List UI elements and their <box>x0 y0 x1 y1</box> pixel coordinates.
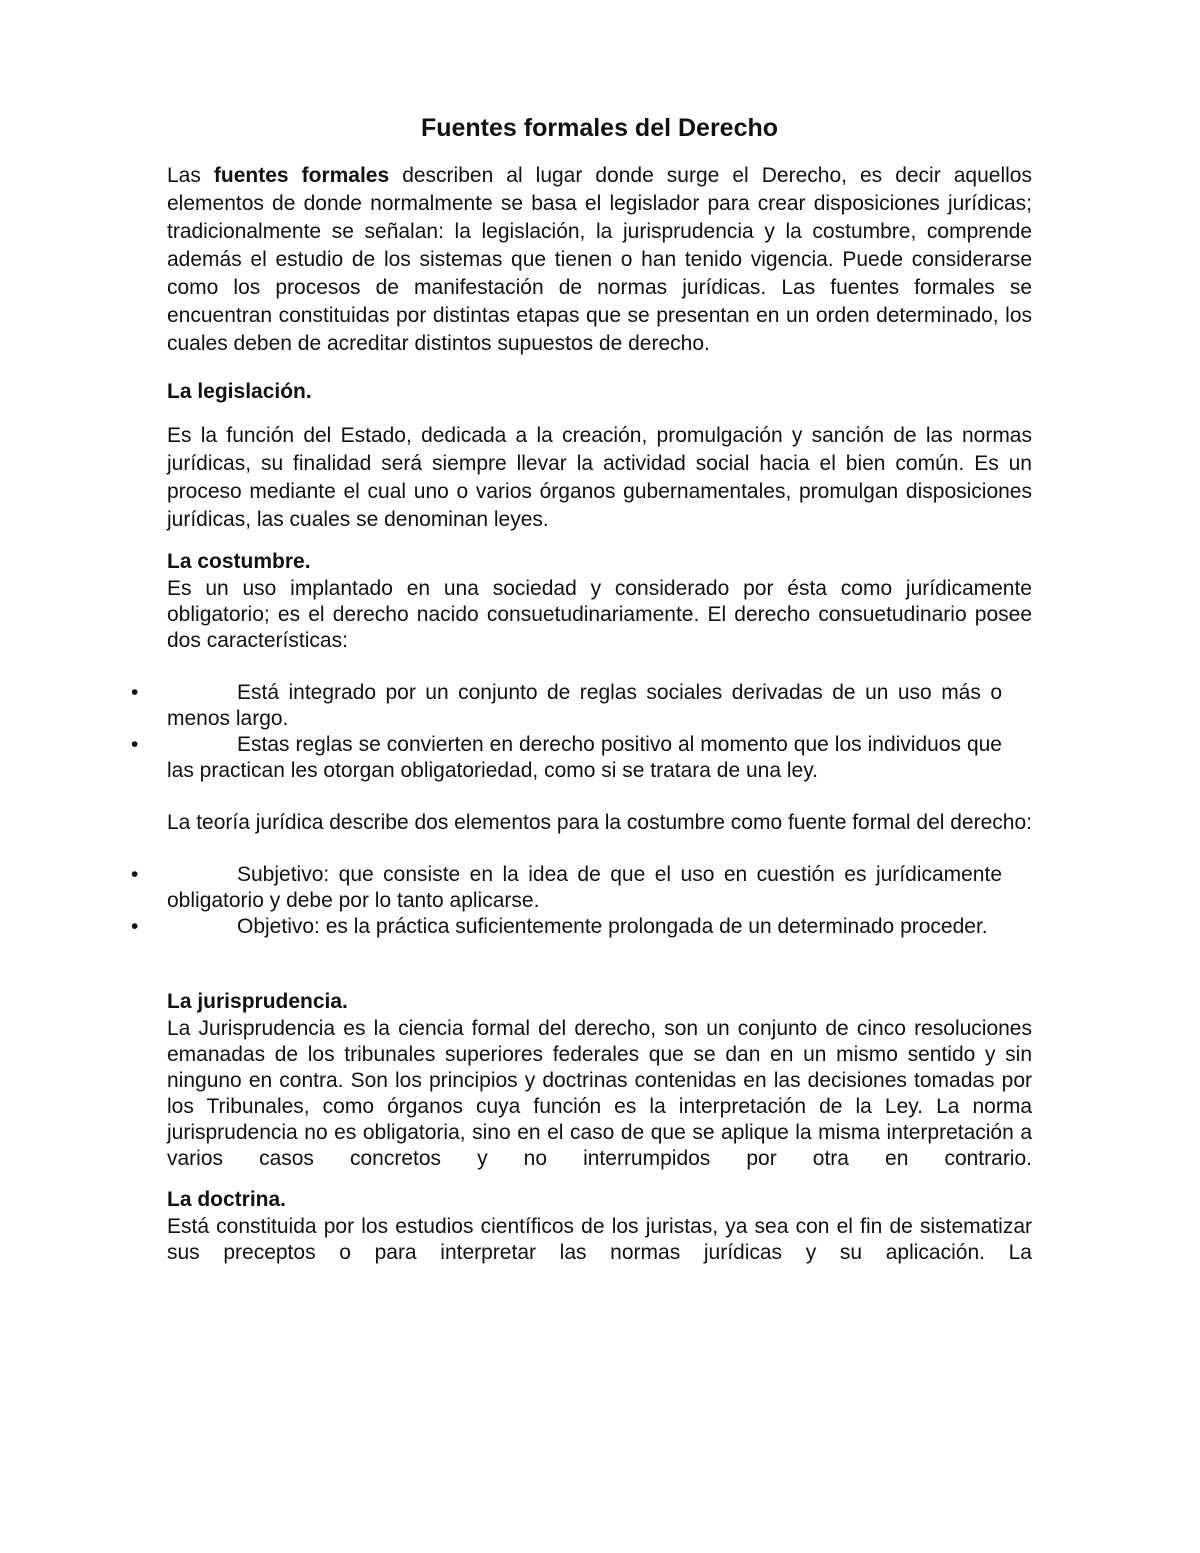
document-title: Fuentes formales del Derecho <box>420 114 779 142</box>
doctrina-paragraph: Está constituida por los estudios científicos de los juristas, ya sea con el fin de sistematizar sus preceptos o para interpretar las normas jurídicas y su aplicación. La <box>167 1215 1032 1264</box>
bullet-icon: • <box>131 863 139 886</box>
heading-costumbre: La costumbre. <box>167 550 311 573</box>
intro-rest: describen al lugar donde surge el Derecho, es decir aquellos elementos de donde normalmente se basa el legislador para crear disposiciones jurídicas; tradicionalmente se señalan: la legislación, la jurisprudencia y la costumbre, comprende además el estudio de los sistemas que tienen o han tenido vigencia. Puede considerarse como los procesos de manifestación de normas jurídicas. Las fuentes formales se encuentran constituidas por distintas etapas que se presentan en un orden determinado, los cuales deben de acreditar distintos supuestos de derecho. <box>167 164 1032 355</box>
list-item-text: Estas reglas se convierten en derecho positivo al momento que los individuos que las practican les otorgan obligatoriedad, como si se tratara de una ley. <box>167 733 1002 782</box>
bullet-icon: • <box>131 681 139 704</box>
bullet-icon: • <box>131 733 139 756</box>
list-item <box>131 862 1002 914</box>
costumbre-paragraph: Es un uso implantado en una sociedad y considerado por ésta como jurídicamente obligatorio; es el derecho nacido consuetudinariamente. El derecho consuetudinario posee dos características: <box>167 577 1032 652</box>
document-content <box>131 112 1032 1266</box>
list-item <box>131 732 1002 784</box>
heading-legislacion: La legislación. <box>167 380 312 403</box>
intro-prefix: Las <box>167 164 214 187</box>
intro-paragraph <box>167 162 1032 358</box>
costumbre-elements-list <box>131 862 1032 940</box>
heading-jurisprudencia: La jurisprudencia. <box>167 990 348 1013</box>
legislacion-paragraph: Es la función del Estado, dedicada a la creación, promulgación y sanción de las normas jurídicas, su finalidad será siempre llevar la actividad social hacia el bien común. Es un proceso mediante el cual uno o varios órganos gubernamentales, promulgan disposiciones jurídicas, las cuales se denominan leyes. <box>167 424 1032 531</box>
jurisprudencia-paragraph: La Jurisprudencia es la ciencia formal del derecho, son un conjunto de cinco resoluciones emanadas de los tribunales superiores federales que se dan en un mismo sentido y sin ninguno en contra. Son los principios y doctrinas contenidas en las decisiones tomadas por los Tribunales, como órganos cuya función es la interpretación de la Ley. La norma jurisprudencia no es obligatoria, sino en el caso de que se aplique la misma interpretación a varios casos concretos y no interrumpidos por otra en contrario. <box>167 1017 1032 1170</box>
intro-bold-term: fuentes formales <box>213 164 390 187</box>
heading-doctrina: La doctrina. <box>167 1188 287 1211</box>
costumbre-characteristics-list <box>131 680 1032 784</box>
bullet-icon: • <box>131 915 139 938</box>
list-item-text: Está integrado por un conjunto de reglas sociales derivadas de un uso más o menos largo. <box>167 681 1002 730</box>
list-item <box>131 680 1002 732</box>
list-item <box>131 914 1002 940</box>
list-item-text: Subjetivo: que consiste en la idea de que el uso en cuestión es jurídicamente obligatorio y debe por lo tanto aplicarse. <box>167 863 1002 912</box>
list-item-text: Objetivo: es la práctica suficientemente prolongada de un determinado proceder. <box>237 915 988 938</box>
theory-paragraph: La teoría jurídica describe dos elementos para la costumbre como fuente formal del derecho: <box>167 811 1032 834</box>
